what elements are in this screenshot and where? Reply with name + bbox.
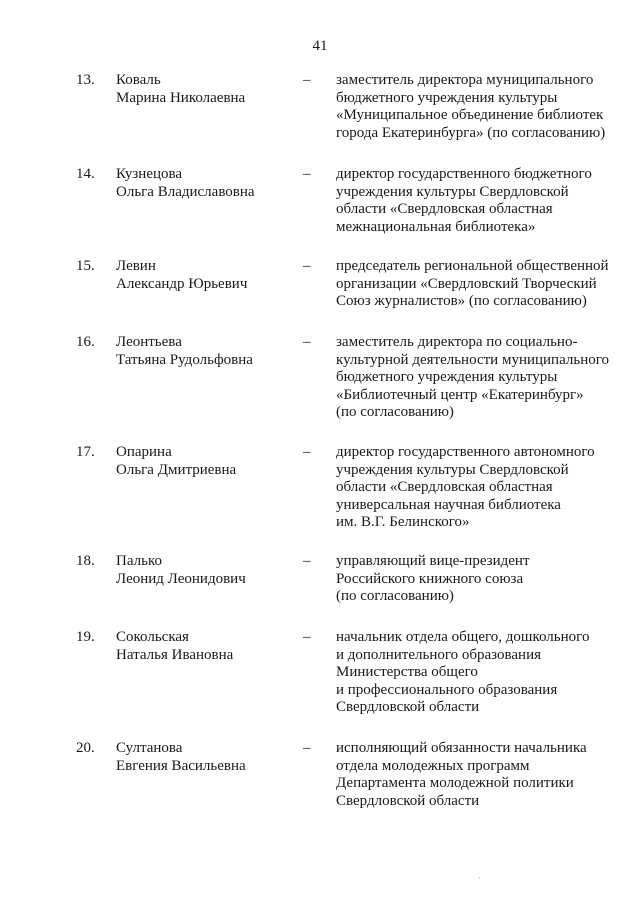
surname: Палько [116,553,162,569]
scan-speck: · [478,874,481,883]
given-names: Евгения Васильевна [116,757,246,774]
entry-number: 18. [76,553,95,569]
person-name [116,334,291,369]
surname: Сокольская [116,629,189,645]
entry-number: 20. [76,740,95,756]
position-description [336,553,626,606]
role-line: (по согласованию) [336,588,454,604]
role-line: универсальная научная библиотека [336,496,561,513]
given-names: Татьяна Рудольфовна [116,351,253,368]
person-name [116,629,291,664]
role-line: председатель региональной общественной [336,258,609,274]
position-description [336,334,626,422]
role-line: отдела молодежных программ [336,757,530,774]
role-line: и профессионального образования [336,681,558,698]
dash: – [303,258,311,274]
entry-number: 15. [76,258,95,274]
given-names: Наталья Ивановна [116,646,234,663]
person-name [116,444,291,479]
role-line: управляющий вице-президент [336,553,530,569]
position-description [336,629,626,717]
role-line: организации «Свердловский Творческий [336,275,597,292]
role-line: межнациональная библиотека» [336,218,536,235]
person-name [116,740,291,775]
role-line: Союз журналистов» (по согласованию) [336,293,587,309]
dash: – [303,334,311,350]
role-line: директор государственного бюджетного [336,166,592,182]
position-description [336,444,626,532]
given-names: Леонид Леонидович [116,570,246,587]
role-line: заместитель директора по социально- [336,334,578,350]
position-description [336,740,626,810]
role-line: и дополнительного образования [336,646,541,663]
role-line: заместитель директора муниципального [336,72,594,88]
person-name [116,553,291,588]
role-line: бюджетного учреждения культуры [336,369,558,385]
role-line: начальник отдела общего, дошкольного [336,629,590,645]
role-line: Свердловской области [336,699,480,715]
role-line: культурной деятельности муниципального [336,351,610,368]
role-line: Российского книжного союза [336,570,524,587]
given-names: Александр Юрьевич [116,275,248,292]
surname: Левин [116,258,156,274]
person-name [116,72,291,107]
role-line: «Муниципальное объединение библиотек [336,107,604,123]
person-name [116,258,291,293]
dash: – [303,166,311,182]
page-number: 41 [312,38,328,54]
person-name [116,166,291,201]
role-line: Министерства общего [336,664,478,680]
role-line: области «Свердловская областная [336,201,553,217]
entry-number: 19. [76,629,95,645]
role-line: директор государственного автономного [336,444,595,460]
given-names: Ольга Дмитриевна [116,461,237,478]
role-line: бюджетного учреждения культуры [336,89,558,106]
role-line: города Екатеринбурга» (по согласованию) [336,124,606,141]
surname: Опарина [116,444,172,460]
entry-number: 13. [76,72,95,88]
given-names: Марина Николаевна [116,89,246,106]
entry-number: 16. [76,334,95,350]
given-names: Ольга Владиславовна [116,183,255,200]
position-description [336,166,626,236]
dash: – [303,629,311,645]
role-line: (по согласованию) [336,404,454,420]
role-line: «Библиотечный центр «Екатеринбург» [336,386,584,403]
role-line: исполняющий обязанности начальника [336,740,587,756]
entry-number: 14. [76,166,95,182]
dash: – [303,553,311,569]
role-line: области «Свердловская областная [336,479,553,495]
surname: Леонтьева [116,334,182,350]
role-line: учреждения культуры Свердловской [336,183,569,200]
surname: Кузнецова [116,166,183,182]
dash: – [303,740,311,756]
surname: Султанова [116,740,183,756]
entry-number: 17. [76,444,95,460]
role-line: Свердловской области [336,792,480,809]
dash: – [303,444,311,460]
role-line: им. В.Г. Белинского» [336,514,470,530]
position-description [336,72,626,142]
dash: – [303,72,311,88]
role-line: учреждения культуры Свердловской [336,461,569,478]
role-line: Департамента молодежной политики [336,775,574,791]
surname: Коваль [116,72,161,88]
position-description [336,258,626,311]
